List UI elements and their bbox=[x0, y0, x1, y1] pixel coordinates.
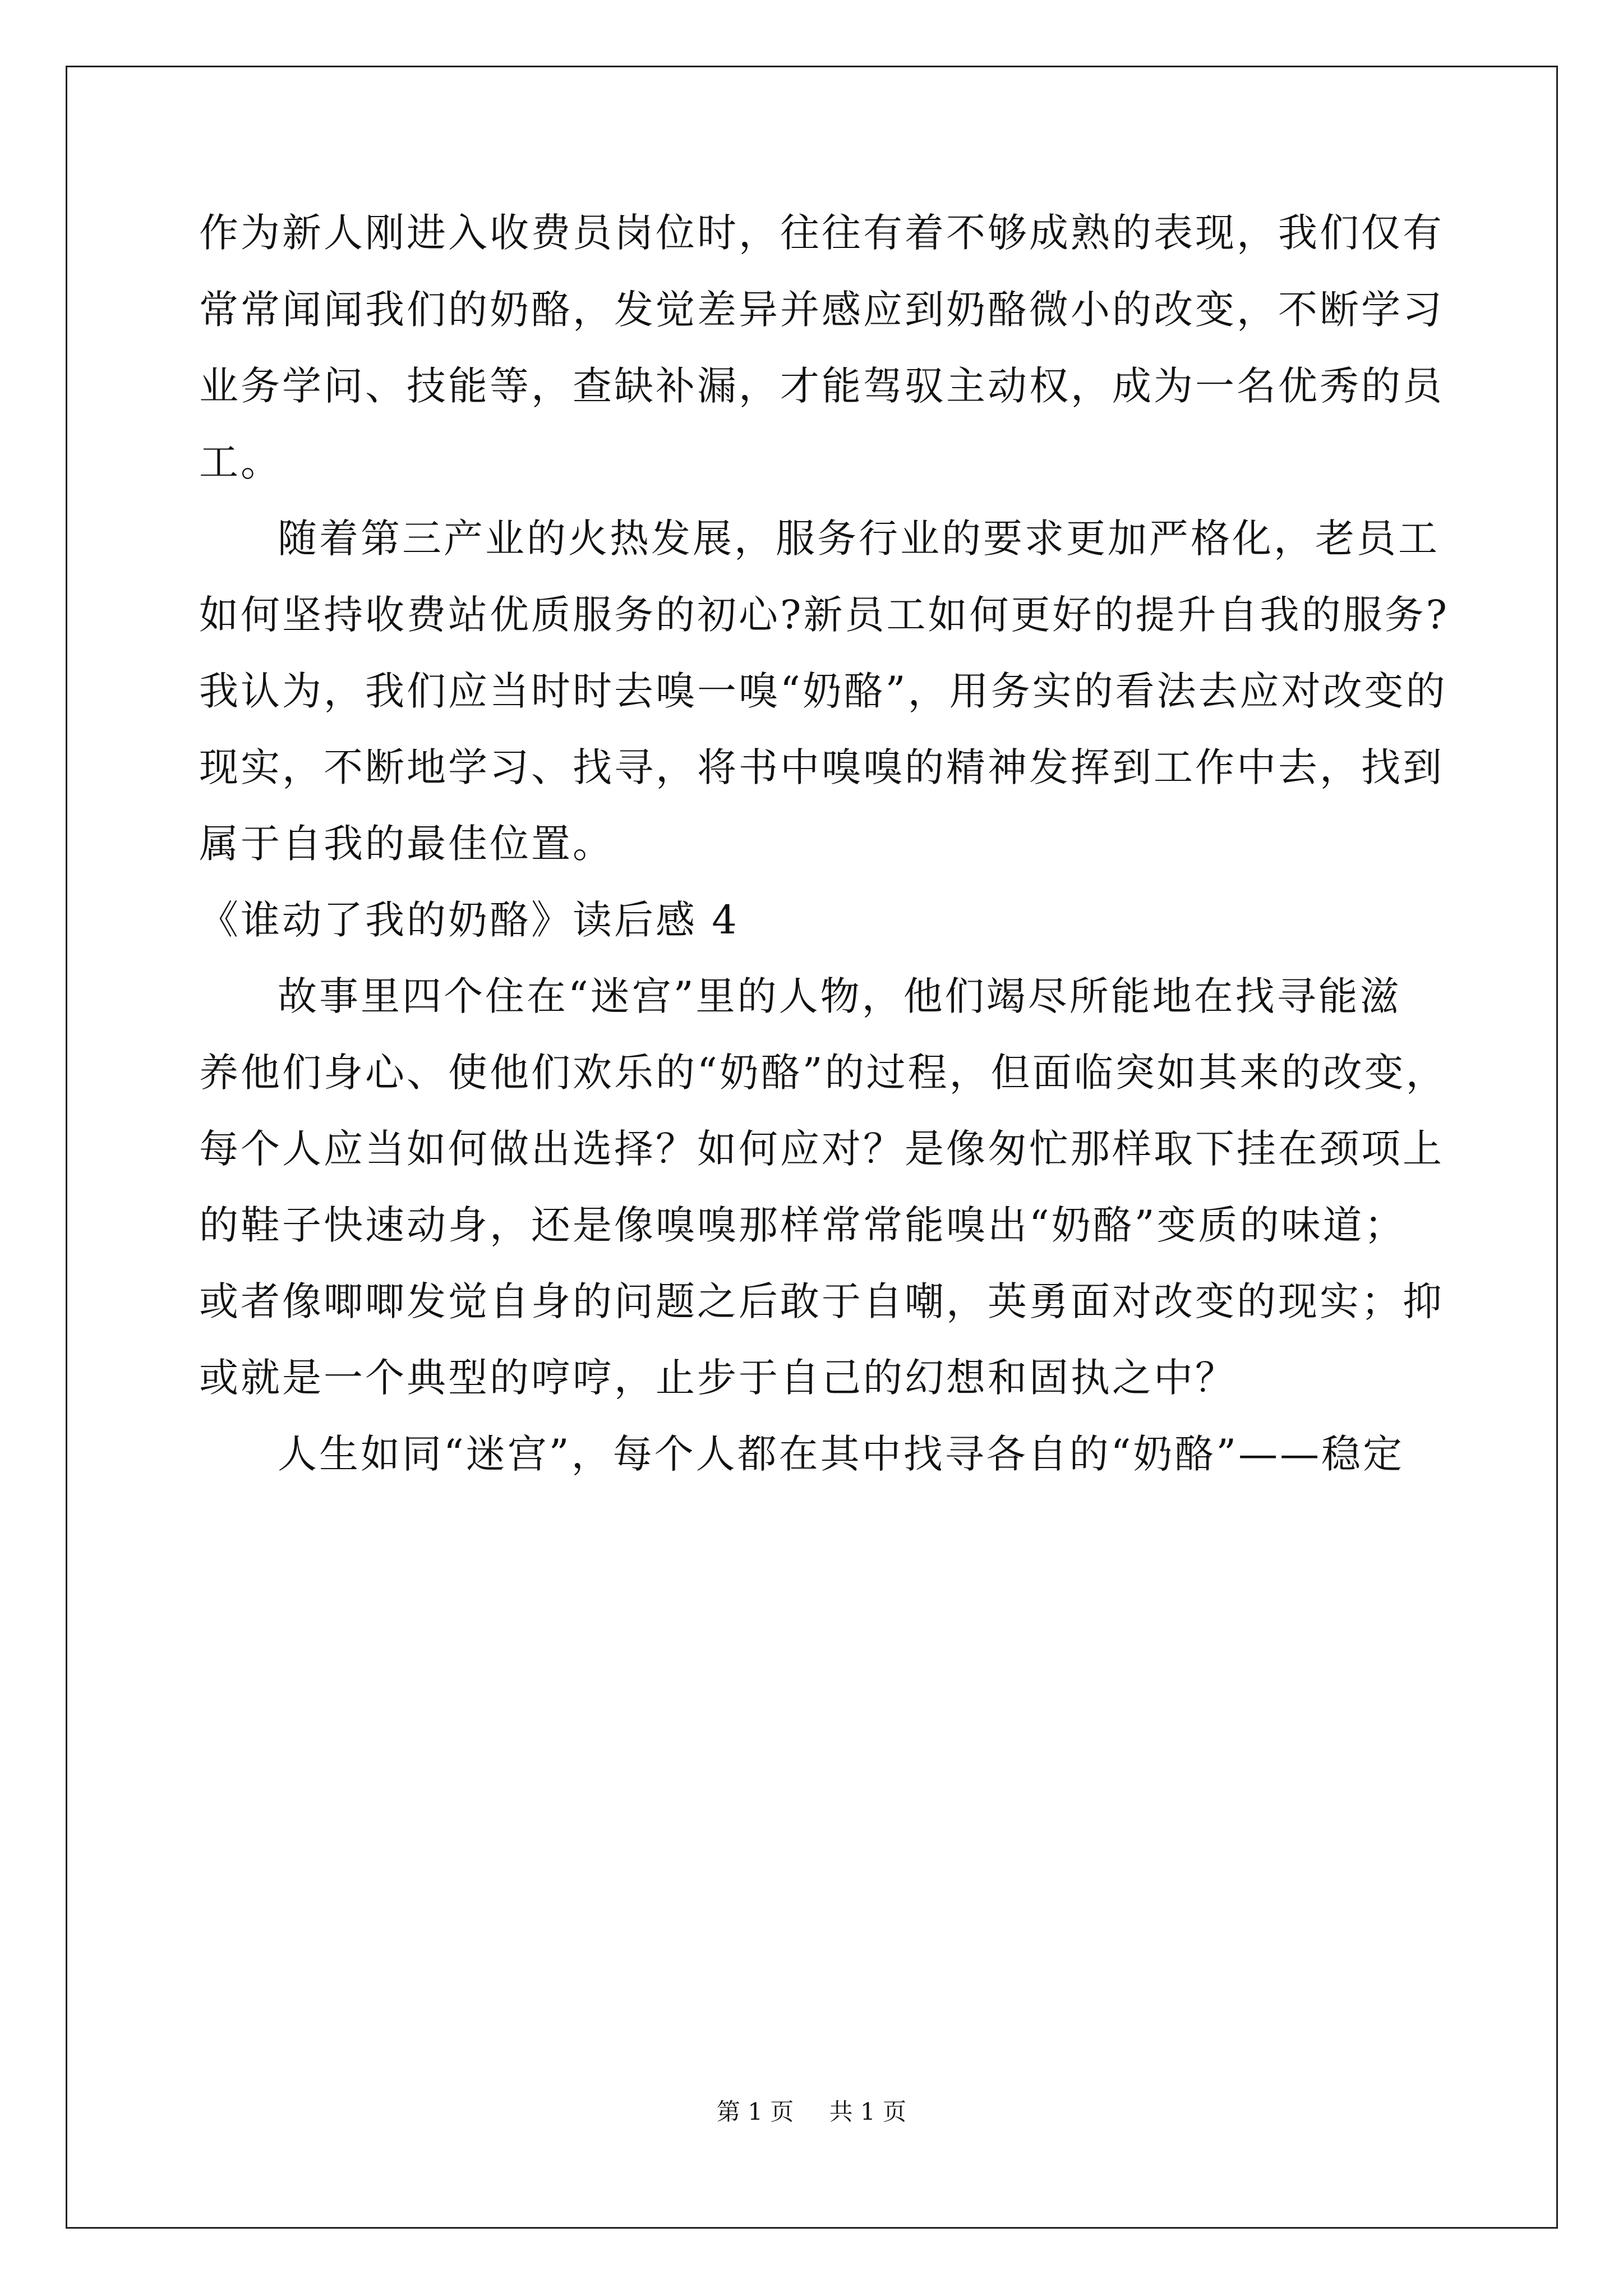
body-text-line: 现实，不断地学习、找寻，将书中嗅嗅的精神发挥到工作中去，找到 bbox=[199, 744, 1444, 790]
body-text-line: 作为新人刚进入收费员岗位时，往往有着不够成熟的表现，我们仅有 bbox=[199, 210, 1444, 256]
body-text-line: 业务学问、技能等，查缺补漏，才能驾驭主动权，成为一名优秀的员 bbox=[199, 363, 1444, 409]
body-text-line: 常常闻闻我们的奶酪，发觉差异并感应到奶酪微小的改变，不断学习 bbox=[199, 287, 1444, 333]
body-text-line: 我认为，我们应当时时去嗅一嗅“奶酪”，用务实的看法去应对改变的 bbox=[199, 668, 1447, 714]
page-total: 共 1 页 bbox=[829, 2098, 907, 2125]
body-text-line: 如何坚持收费站优质服务的初心?新员工如何更好的提升自我的服务? bbox=[199, 592, 1450, 638]
body-text-line: 或就是一个典型的哼哼，止步于自己的幻想和固执之中？ bbox=[199, 1355, 1237, 1401]
body-text-line: 属于自我的最佳位置。 bbox=[199, 821, 614, 867]
body-text-line: 工。 bbox=[199, 439, 282, 485]
body-text-line: 故事里四个住在“迷宫”里的人物，他们竭尽所能地在找寻能滋 bbox=[278, 973, 1401, 1019]
page-number: 第 1 页 bbox=[716, 2098, 794, 2125]
body-text-line: 每个人应当如何做出选择？如何应对？是像匆忙那样取下挂在颈项上 bbox=[199, 1126, 1444, 1172]
body-text-line: 随着第三产业的火热发展，服务行业的要求更加严格化，老员工 bbox=[278, 516, 1440, 562]
body-text-line: 养他们身心、使他们欢乐的“奶酪”的过程，但面临突如其来的改变， bbox=[199, 1050, 1447, 1096]
body-text-line: 或者像唧唧发觉自身的问题之后敢于自嘲，英勇面对改变的现实；抑 bbox=[199, 1278, 1444, 1324]
body-text-line: 的鞋子快速动身，还是像嗅嗅那样常常能嗅出“奶酪”变质的味道； bbox=[199, 1202, 1406, 1248]
body-text-line: 人生如同“迷宫”，每个人都在其中找寻各自的“奶酪”——稳定 bbox=[278, 1431, 1405, 1477]
section-heading: 《谁动了我的奶酪》读后感 4 bbox=[199, 897, 739, 943]
page-footer bbox=[0, 2095, 1623, 2129]
